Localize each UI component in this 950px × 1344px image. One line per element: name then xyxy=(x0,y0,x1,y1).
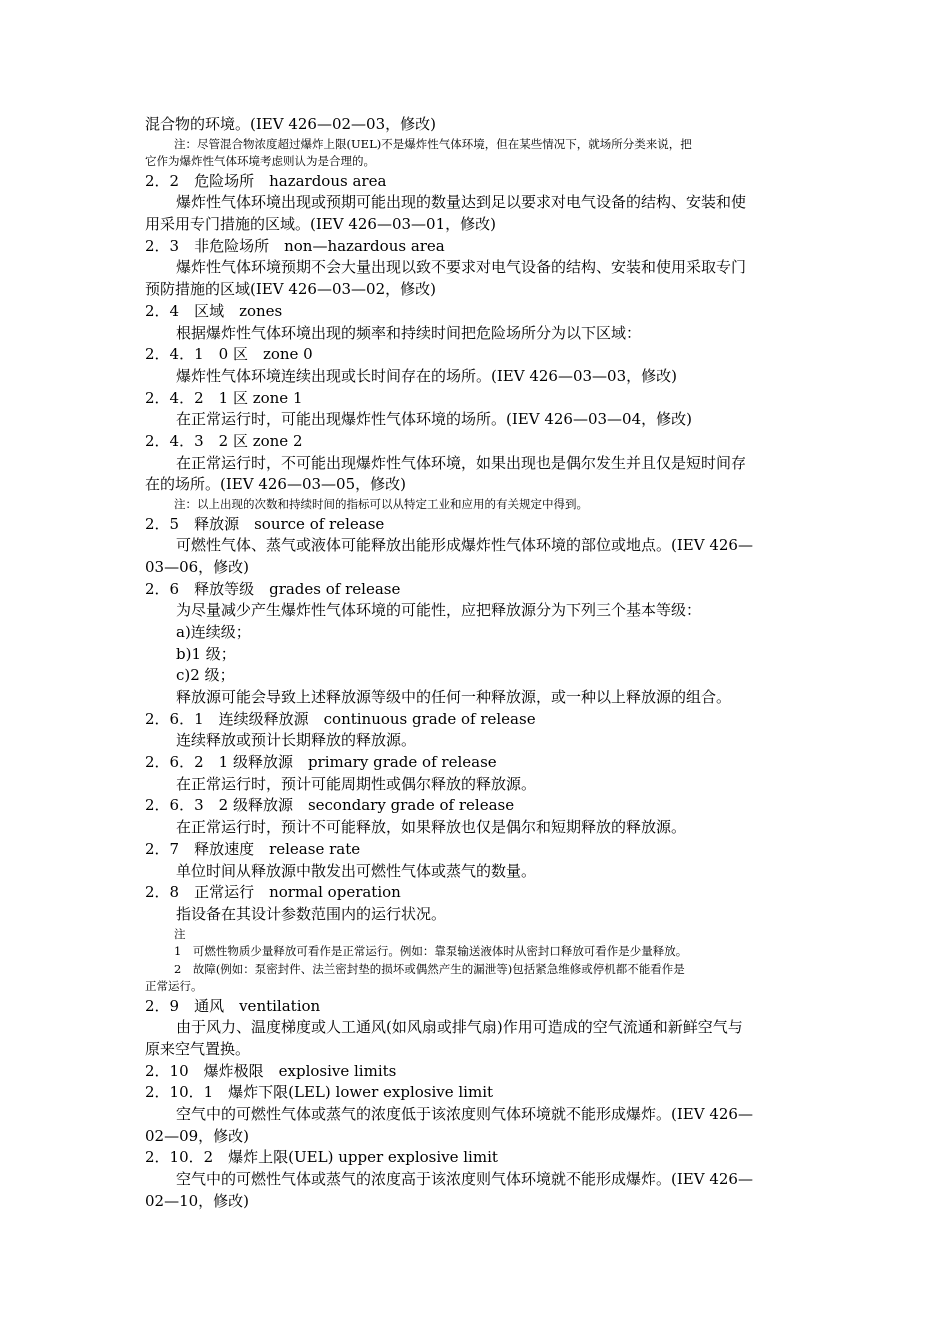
text-line: 2．4．3 2 区 zone 2 xyxy=(145,431,303,450)
text-line: c)2 级； xyxy=(176,666,235,685)
text-line: 2．4．1 0 区 zone 0 xyxy=(145,345,313,364)
text-line: 2．10．2 爆炸上限(UEL) upper explosive limit xyxy=(145,1148,498,1167)
text-line: 预防措施的区域(IEV 426—03—02，修改) xyxy=(145,280,436,299)
text-line: 在的场所。(IEV 426—03—05，修改) xyxy=(145,475,406,494)
document-body xyxy=(145,114,810,1212)
note-line: 1 可燃性物质少量释放可看作是正常运行。例如：靠泵输送液体时从密封口释放可看作是少量释放。 xyxy=(174,944,688,959)
text-line: 在正常运行时，可能出现爆炸性气体环境的场所。(IEV 426—03—04，修改) xyxy=(176,410,692,429)
note-line: 注：尽管混合物浓度超过爆炸上限(UEL)不是爆炸性气体环境，但在某些情况下，就场所分类来说，把 xyxy=(174,136,692,151)
text-line: 2．7 释放速度 release rate xyxy=(145,839,361,858)
text-line: 2．3 非危险场所 non—hazardous area xyxy=(145,236,445,255)
text-line: 03—06，修改) xyxy=(145,557,250,576)
text-line: 指设备在其设计参数范围内的运行状况。 xyxy=(176,904,447,923)
text-line: 释放源可能会导致上述释放源等级中的任何一种释放源，或一种以上释放源的组合。 xyxy=(176,688,732,706)
text-line: 爆炸性气体环境出现或预期可能出现的数量达到足以要求对电气设备的结构、安装和使 xyxy=(176,193,747,212)
text-line: 在正常运行时，不可能出现爆炸性气体环境，如果出现也是偶尔发生并且仅是短时间存 xyxy=(176,453,747,472)
text-line: 爆炸性气体环境预期不会大量出现以致不要求对电气设备的结构、安装和使用采取专门 xyxy=(176,258,747,277)
note-line: 2 故障(例如：泵密封件、法兰密封垫的损坏或偶然产生的漏泄等)包括紧急维修或停机都不能看作是 xyxy=(174,961,685,976)
text-line: 为尽量减少产生爆炸性气体环境的可能性，应把释放源分为下列三个基本等级： xyxy=(176,601,702,620)
note-line: 注：以上出现的次数和持续时间的指标可以从特定工业和应用的有关规定中得到。 xyxy=(174,497,588,511)
text-line: 2．5 释放源 source of release xyxy=(145,514,385,533)
text-line: 在正常运行时，预计不可能释放，如果释放也仅是偶尔和短期释放的释放源。 xyxy=(176,818,687,837)
text-line: b)1 级； xyxy=(176,644,236,663)
text-line: 2．6．3 2 级释放源 secondary grade of release xyxy=(145,796,515,815)
text-line: 爆炸性气体环境连续出现或长时间存在的场所。(IEV 426—03—03，修改) xyxy=(176,366,677,385)
text-line: a)连续级； xyxy=(176,622,251,641)
text-line: 2．6．1 连续级释放源 continuous grade of release xyxy=(145,709,536,728)
text-line: 用采用专门措施的区域。(IEV 426—03—01，修改) xyxy=(145,215,496,234)
text-line: 02—10，修改) xyxy=(145,1191,250,1210)
note-line: 正常运行。 xyxy=(145,979,203,994)
text-line: 2．10．1 爆炸下限(LEL) lower explosive limit xyxy=(145,1083,494,1102)
text-line: 可燃性气体、蒸气或液体可能释放出能形成爆炸性气体环境的部位或地点。(IEV 426— xyxy=(176,536,753,555)
text-line: 原来空气置换。 xyxy=(145,1039,251,1058)
text-line: 2．4 区域 zones xyxy=(145,301,283,320)
text-line: 2．9 通风 ventilation xyxy=(145,996,321,1015)
text-line: 2．4．2 1 区 zone 1 xyxy=(145,388,303,407)
text-line: 连续释放或预计长期释放的释放源。 xyxy=(176,731,417,750)
text-line: 在正常运行时，预计可能周期性或偶尔释放的释放源。 xyxy=(176,774,537,793)
note-line: 它作为爆炸性气体环境考虑则认为是合理的。 xyxy=(145,154,375,169)
text-line: 空气中的可燃性气体或蒸气的浓度低于该浓度则气体环境就不能形成爆炸。(IEV 426— xyxy=(176,1105,753,1123)
text-line: 2．6．2 1 级释放源 primary grade of release xyxy=(145,753,497,772)
text-line: 2．10 爆炸极限 explosive limits xyxy=(145,1061,397,1080)
text-line: 2．8 正常运行 normal operation xyxy=(145,883,401,902)
text-line: 02—09，修改) xyxy=(145,1126,250,1145)
text-line: 由于风力、温度梯度或人工通风(如风扇或排气扇)作用可造成的空气流通和新鲜空气与 xyxy=(176,1018,743,1037)
text-line: 单位时间从释放源中散发出可燃性气体或蒸气的数量。 xyxy=(176,861,537,880)
text-line: 空气中的可燃性气体或蒸气的浓度高于该浓度则气体环境就不能形成爆炸。(IEV 426— xyxy=(176,1170,753,1189)
text-line: 根据爆炸性气体环境出现的频率和持续时间把危险场所分为以下区域： xyxy=(176,323,642,342)
text-line: 2．2 危险场所 hazardous area xyxy=(145,171,387,190)
note-line: 注 xyxy=(174,926,186,941)
text-line: 混合物的环境。(IEV 426—02—03，修改) xyxy=(145,115,436,133)
text-line: 2．6 释放等级 grades of release xyxy=(145,579,401,598)
